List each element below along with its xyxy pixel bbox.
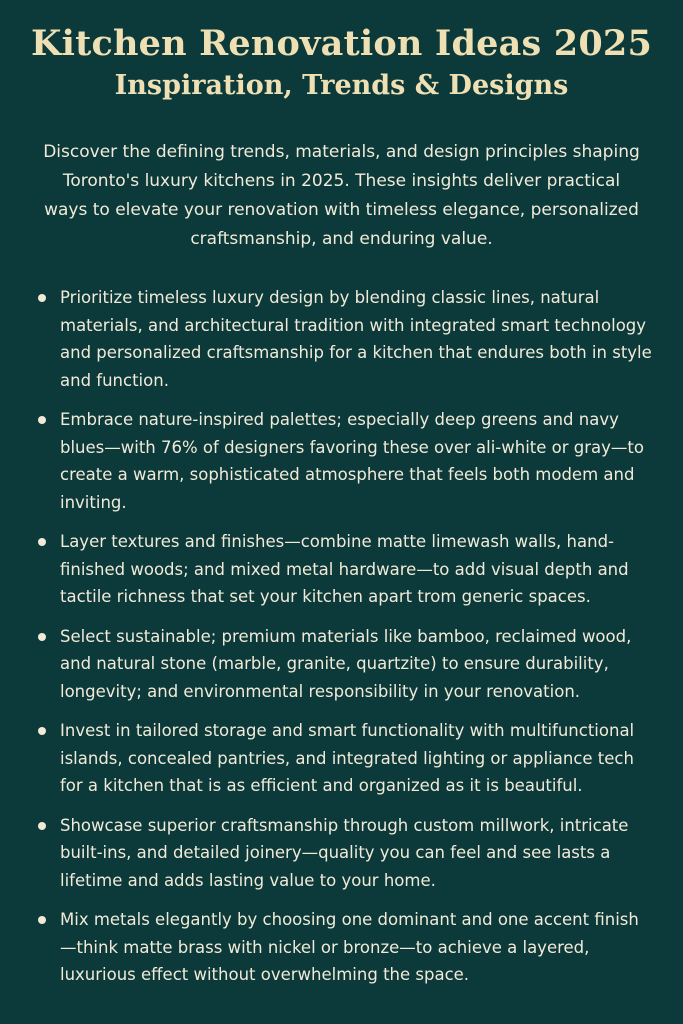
list-item-text: Prioritize timeless luxury design by blending classic lines, natural materials, and architectural tradition with integrated smart technology and personalized craftsmanship for a kitchen that endures both in style and function.	[60, 288, 652, 390]
list-item	[36, 284, 655, 394]
bullet-icon	[38, 727, 46, 735]
tips-list	[36, 284, 655, 989]
list-item-text: Layer textures and finishes—combine matte limewash walls, hand-finished woods; and mixed metal hardware—to add visual depth and tactile richness that set your kitchen apart trom generic spaces.	[60, 532, 629, 606]
list-item-text: Mix metals elegantly by choosing one dominant and one accent finish—think matte brass with nickel or bronze—to achieve a layered, luxurious effect without overwhelming the space.	[60, 910, 639, 984]
list-item	[36, 717, 655, 800]
bullet-icon	[38, 538, 46, 546]
list-item	[36, 406, 655, 516]
bullet-icon	[38, 416, 46, 424]
list-item-text: Showcase superior craftsmanship through custom millwork, intricate built-ins, and detailed joinery—quality you can feel and see lasts a lifetime and adds lasting value to your home.	[60, 815, 629, 890]
list-item-text: Select sustainable; premium materials like bamboo, reclaimed wood, and natural stone (marble, granite, quartzite) to ensure durability, longevity; and environmental responsibility in your renovation.	[60, 626, 632, 701]
bullet-icon	[38, 822, 46, 830]
page-subtitle: Inspiration, Trends & Designs	[114, 70, 569, 101]
bullet-icon	[38, 633, 46, 641]
list-item-text: Embrace nature-inspired palettes; especially deep greens and navy blues—with 76% of designers favoring these over ali-white or gray—to create a warm, sophisticated atmosphere that feels both modem and inviting.	[60, 410, 644, 512]
list-item	[36, 528, 655, 611]
list-item	[36, 906, 655, 989]
list-item	[36, 812, 655, 895]
page-title: Kitchen Renovation Ideas 2025	[30, 23, 653, 64]
bullet-icon	[38, 294, 46, 302]
list-item	[36, 623, 655, 706]
intro-paragraph: Discover the defining trends, materials, and design principles shaping Toronto's luxury kitchens in 2025. These insights deliver practical ways to elevate your renovation with timeless elegance, personalized craftsmanship, and enduring value.	[43, 142, 640, 249]
list-item-text: Invest in tailored storage and smart functionality with multifunctional islands, concealed pantries, and integrated lighting or appliance tech for a kitchen that is as efficient and organized as it is beautiful.	[60, 721, 635, 795]
bullet-icon	[38, 916, 46, 924]
